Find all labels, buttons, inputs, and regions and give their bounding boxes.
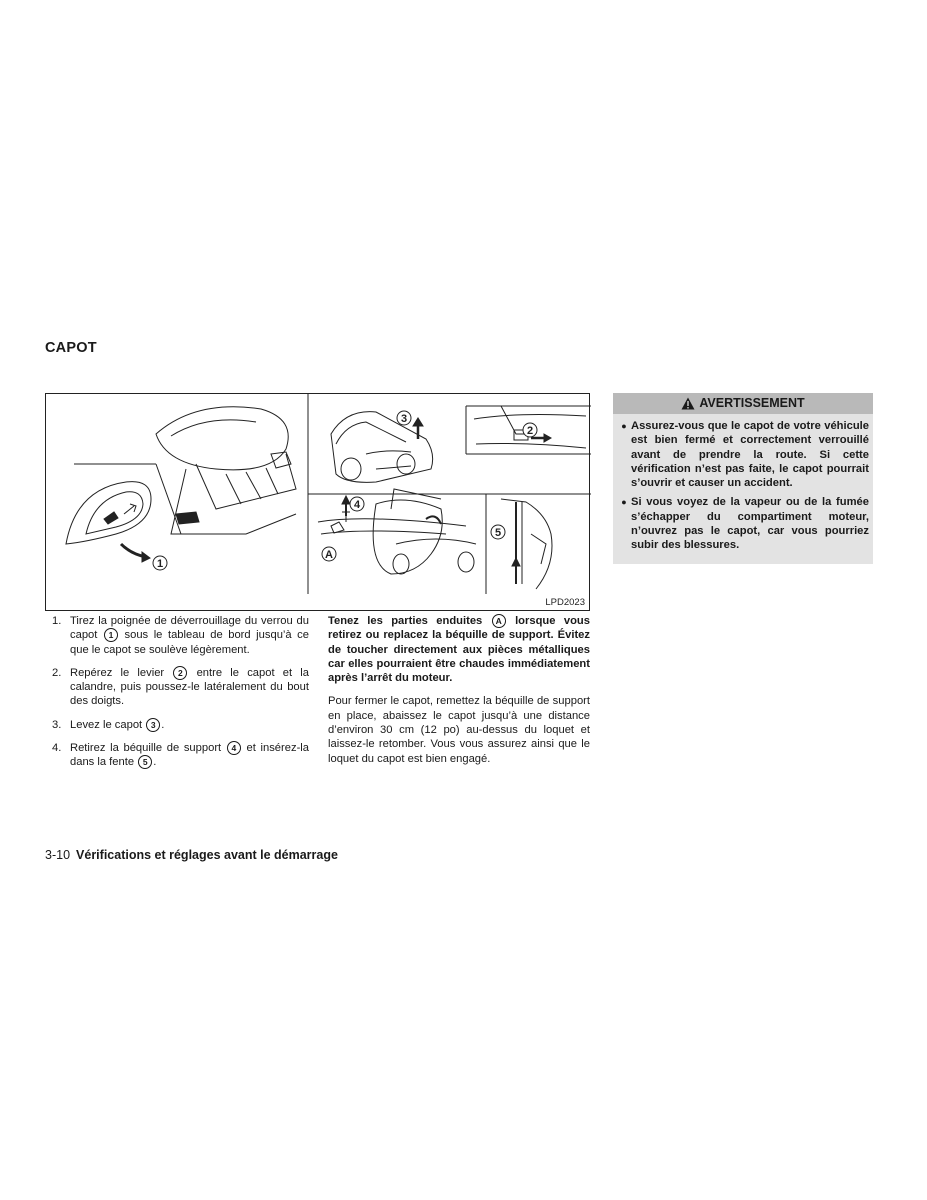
prop-rod-drawing [318, 489, 476, 574]
step-number: 2. [52, 666, 62, 679]
warning-text: Si vous voyez de la vapeur ou de la fumée s’échapper du compartiment moteur, n’ouvrez pas le capot, car vous pourriez subir des blessures. [631, 496, 869, 552]
step-text: Repérez le levier [70, 666, 165, 679]
callout-badge: 3 [146, 718, 160, 732]
callout-5-marker [491, 525, 505, 539]
dashboard-drawing [74, 407, 296, 534]
warning-triangle-icon [681, 397, 695, 410]
svg-text:2: 2 [526, 425, 534, 437]
step-text: Levez le capot [70, 718, 143, 731]
section-title: CAPOT [45, 340, 97, 356]
callout-badge: 4 [227, 741, 241, 755]
step-number: 4. [52, 742, 62, 755]
step-item [52, 666, 309, 709]
step-text: Tirez la poignée de déverrouillage du verrou du capot [70, 615, 309, 642]
step-item [52, 741, 309, 770]
bullet-icon: ● [621, 421, 627, 431]
warning-text: Assurez-vous que le capot de votre véhicule est bien fermé et correctement verrouillé avant de prendre la route. Si cette vérification n’est pas faite, le capot pourrait s’ouvrir et causer un accident. [631, 420, 869, 490]
warning-title: AVERTISSEMENT [699, 396, 805, 410]
warning-item [617, 495, 869, 552]
illustration-drawing [46, 394, 591, 612]
bullet-icon: ● [621, 497, 627, 508]
svg-text:1: 1 [156, 558, 164, 570]
callout-1-marker [153, 556, 167, 570]
callout-badge: 1 [104, 628, 118, 642]
svg-text:5: 5 [494, 527, 502, 539]
caution-paragraph: Tenez les parties enduites A lorsque vous retirez ou replacez la béquille de support. Évitez de toucher directement aux pièces métalliques car elles pourraient être chaudes immédiatement après l’arrêt du moteur. [328, 615, 590, 685]
callout-3-marker [397, 411, 411, 425]
step-text: Retirez la béquille de support [70, 742, 222, 755]
callout-badge: 5 [138, 755, 152, 769]
step-item [52, 614, 309, 657]
slot-closeup-drawing [501, 499, 552, 589]
callout-2-marker [523, 423, 537, 437]
right-text-column [328, 614, 590, 775]
procedure-steps [52, 614, 309, 779]
step-item [52, 718, 309, 732]
svg-text:4: 4 [353, 499, 361, 511]
page-footer [45, 848, 338, 862]
svg-text:3: 3 [400, 413, 408, 425]
step-number: 3. [52, 718, 62, 731]
callout-badge: A [492, 614, 506, 628]
hood-release-illustration [45, 393, 590, 611]
step-text: et insérez-la dans la fente [70, 742, 309, 769]
svg-text:A: A [325, 549, 333, 561]
step-text: entre le capot et la calandre, puis poussez-le latéralement du bout des doigts. [70, 666, 310, 708]
car-front-drawing [331, 412, 433, 483]
step-number: 1. [52, 615, 62, 627]
callout-badge: 2 [173, 666, 187, 680]
closing-paragraph: Pour fermer le capot, remettez la béquille de support en place, abaissez le capot jusqu’à une distance d’environ 30 cm (12 po) au-dessus du loquet et laissez-le retomber. Vous vous assurez ainsi que le loquet du capot est bien engagé. [328, 695, 590, 765]
step-text: . [161, 718, 165, 731]
page-number: 3-10 [45, 848, 71, 862]
callout-4-marker [350, 497, 364, 511]
step-text: sous le tableau de bord jusqu’à ce que le capot se soulève légèrement. [70, 629, 310, 656]
step-text: . [153, 756, 157, 769]
warning-box [613, 393, 873, 564]
callout-A-marker [322, 547, 336, 561]
warning-header [613, 393, 873, 414]
release-handle-drawing [66, 482, 151, 562]
chapter-title: Vérifications et réglages avant le démarrage [76, 848, 338, 862]
figure-code: LPD2023 [545, 597, 585, 608]
warning-item [617, 419, 869, 490]
warning-body [613, 414, 873, 564]
